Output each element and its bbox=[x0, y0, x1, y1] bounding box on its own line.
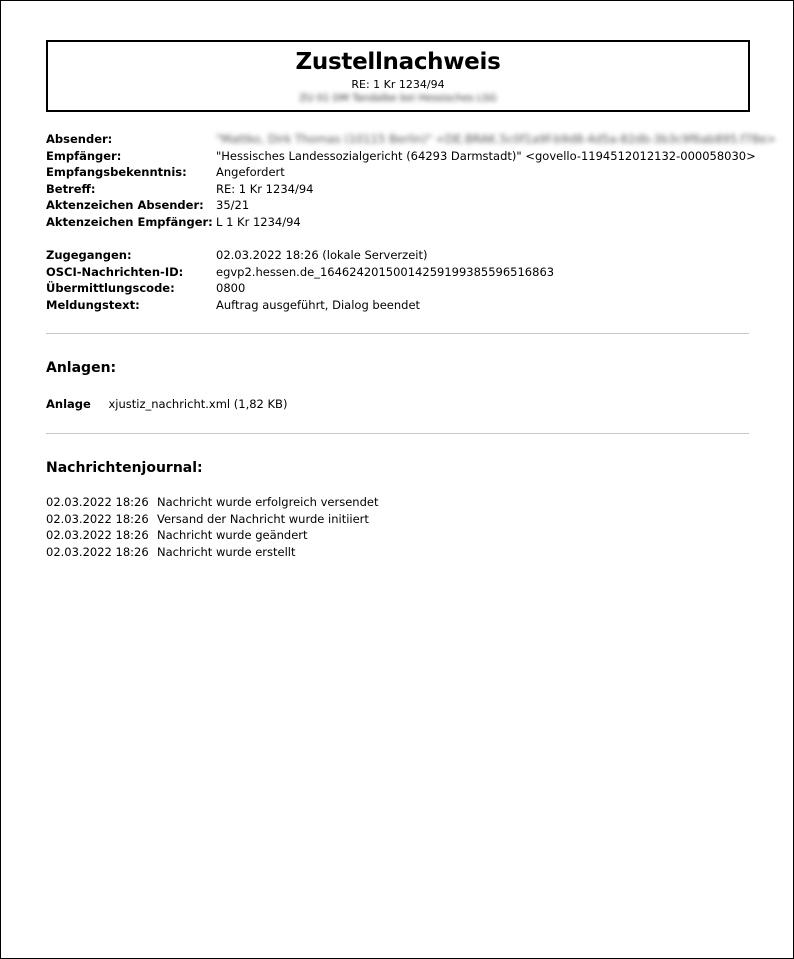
detail-label: Aktenzeichen Absender: bbox=[46, 198, 204, 212]
attachment-label: Anlage bbox=[46, 397, 91, 411]
status-row-message bbox=[46, 297, 756, 314]
status-label: Übermittlungscode: bbox=[46, 281, 175, 295]
detail-row-recipient bbox=[46, 148, 756, 165]
journal-entry bbox=[46, 527, 378, 544]
status-value: egvp2.hessen.de_16462420150014259199385596516863 bbox=[216, 264, 555, 279]
journal-list bbox=[46, 494, 378, 560]
status-label: Zugegangen: bbox=[46, 248, 132, 262]
detail-value: 35/21 bbox=[216, 198, 250, 212]
detail-row-subject bbox=[46, 181, 756, 198]
detail-label: Empfänger: bbox=[46, 148, 122, 163]
journal-date: 02.03.2022 18:26 bbox=[46, 511, 149, 526]
header-subject: RE: 1 Kr 1234/94 bbox=[351, 78, 445, 91]
status-value: 0800 bbox=[216, 281, 246, 295]
journal-date: 02.03.2022 18:26 bbox=[46, 495, 149, 509]
status-label: OSCI-Nachrichten-ID: bbox=[46, 264, 184, 279]
divider bbox=[46, 433, 749, 434]
details-block bbox=[46, 131, 777, 313]
detail-row-receipt bbox=[46, 164, 756, 181]
journal-text: Nachricht wurde geändert bbox=[157, 528, 308, 542]
detail-label: Absender: bbox=[46, 132, 113, 146]
status-row-message-id bbox=[46, 264, 756, 281]
detail-label: Betreff: bbox=[46, 181, 96, 196]
journal-date: 02.03.2022 18:26 bbox=[46, 528, 149, 542]
journal-text: Nachricht wurde erstellt bbox=[157, 544, 296, 559]
header-redacted-line: ZU 01 DM Tandalbe bei Hessisches LSG bbox=[299, 93, 497, 104]
detail-label: Empfangsbekenntnis: bbox=[46, 165, 187, 179]
journal-text: Versand der Nachricht wurde initiiert bbox=[157, 511, 369, 526]
divider bbox=[46, 333, 749, 334]
status-row-code bbox=[46, 280, 756, 297]
attachments-title: Anlagen: bbox=[46, 360, 117, 376]
journal-entry bbox=[46, 511, 378, 528]
journal-entry bbox=[46, 494, 378, 511]
journal-text: Nachricht wurde erfolgreich versendet bbox=[157, 495, 379, 509]
status-row-received bbox=[46, 247, 756, 264]
detail-value: "Hessisches Landessozialgericht (64293 Darmstadt)" <govello-1194512012132-000058030> bbox=[216, 148, 756, 163]
detail-label: Aktenzeichen Empfänger: bbox=[46, 214, 213, 229]
header-box bbox=[46, 40, 750, 112]
status-label: Meldungstext: bbox=[46, 297, 140, 312]
detail-value-redacted: "Mattko, Dirk Thomas (10115 Berlin)" <DE.BRAK.5c0f1a9f-b9d8-4d5a-82db-3b3c9f6ab895.f78e> bbox=[216, 132, 777, 146]
journal-title: Nachrichtenjournal: bbox=[46, 460, 203, 476]
attachment-row bbox=[46, 396, 287, 412]
status-value: Auftrag ausgeführt, Dialog beendet bbox=[216, 297, 421, 312]
detail-row-sender-ref bbox=[46, 197, 756, 214]
detail-value: L 1 Kr 1234/94 bbox=[216, 214, 301, 229]
detail-value: Angefordert bbox=[216, 165, 285, 179]
document-title: Zustellnachweis bbox=[295, 49, 501, 75]
detail-row-recipient-ref bbox=[46, 214, 756, 231]
journal-entry bbox=[46, 544, 378, 561]
detail-value: RE: 1 Kr 1234/94 bbox=[216, 181, 314, 196]
status-value: 02.03.2022 18:26 (lokale Serverzeit) bbox=[216, 248, 428, 262]
attachment-file-link[interactable]: xjustiz_nachricht.xml (1,82 KB) bbox=[108, 397, 288, 411]
journal-date: 02.03.2022 18:26 bbox=[46, 544, 149, 559]
detail-row-sender bbox=[46, 131, 777, 148]
